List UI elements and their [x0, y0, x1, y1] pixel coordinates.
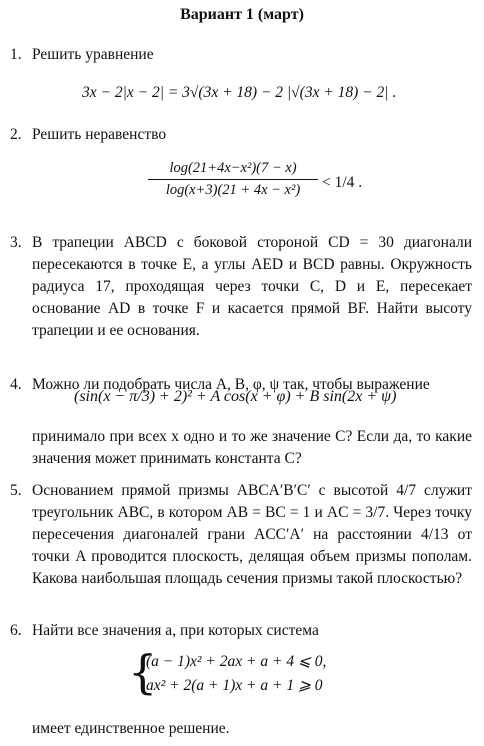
fraction-numerator: log(21+4x−x²)(7 − x) [148, 160, 318, 180]
problem-text-continued: имеет единственное решение. [32, 720, 230, 737]
problem-3 [10, 232, 472, 342]
problem-number: 4. [10, 376, 22, 393]
inequality-rhs: < 1/4 . [322, 174, 363, 191]
problem-number: 2. [10, 126, 22, 143]
problem-6 [10, 620, 472, 642]
problem-text: Можно ли подобрать числа A, B, φ, ψ так, чтобы выражение [32, 376, 430, 393]
problem-text: Основанием прямой призмы ABCA′B′C′ с высотой 4/7 служит треугольник ABC, в котором AB = BC = 1 и AC = 3/7. Через точку пересечения диагоналей грани ACC′A′ на расстоянии 4/13 от точки A проводится плоскость, делящая объем призмы пополам. Какова наибольшая площадь сечения призмы такой плоскостью? [32, 482, 472, 587]
problem-number: 5. [10, 482, 22, 499]
problem-text: Решить уравнение [32, 46, 154, 63]
fraction-denominator: log(x+3)(21 + 4x − x²) [165, 182, 301, 198]
system-line-1: (a − 1)x² + 2ax + a + 4 ⩽ 0, [146, 653, 327, 670]
equation-formula: 3x − 2|x − 2| = 3√(3x + 18) − 2 |√(3x + 18) − 2| . [82, 84, 397, 101]
problem-number: 6. [10, 622, 22, 639]
problem-text: Найти все значения a, при которых система [32, 622, 319, 639]
inequality-fraction [148, 160, 318, 199]
problem-text: Решить неравенство [32, 126, 167, 143]
problem-text: В трапеции ABCD с боковой стороной CD = 30 диагонали пересекаются в точке E, а углы AED и BCD равны. Окружность радиуса 17, проходящая через точки C, D и E, пересекает основание AD в точке F и касается прямой BF. Найти высоту трапеции и ее основания. [32, 234, 472, 339]
problem-number: 1. [10, 46, 22, 63]
problem-1 [10, 44, 472, 66]
system-line-2: ax² + 2(a + 1)x + a + 1 ⩾ 0 [146, 677, 323, 694]
problem-6-continued [10, 718, 472, 740]
system-brace: { [128, 645, 158, 699]
page-title: Вариант 1 (март) [180, 6, 304, 23]
problem-number: 3. [10, 234, 22, 251]
problem-text-continued: принимало при всех x одно и то же значение C? Если да, то какие значения может принимать константа C? [32, 428, 472, 467]
expression-formula: (sin(x − π/3) + 2)² + A cos(x + φ) + B sin(2x + ψ) [74, 388, 397, 405]
problem-4-continued [10, 426, 472, 470]
problem-5 [10, 480, 472, 590]
problem-2 [10, 124, 472, 146]
